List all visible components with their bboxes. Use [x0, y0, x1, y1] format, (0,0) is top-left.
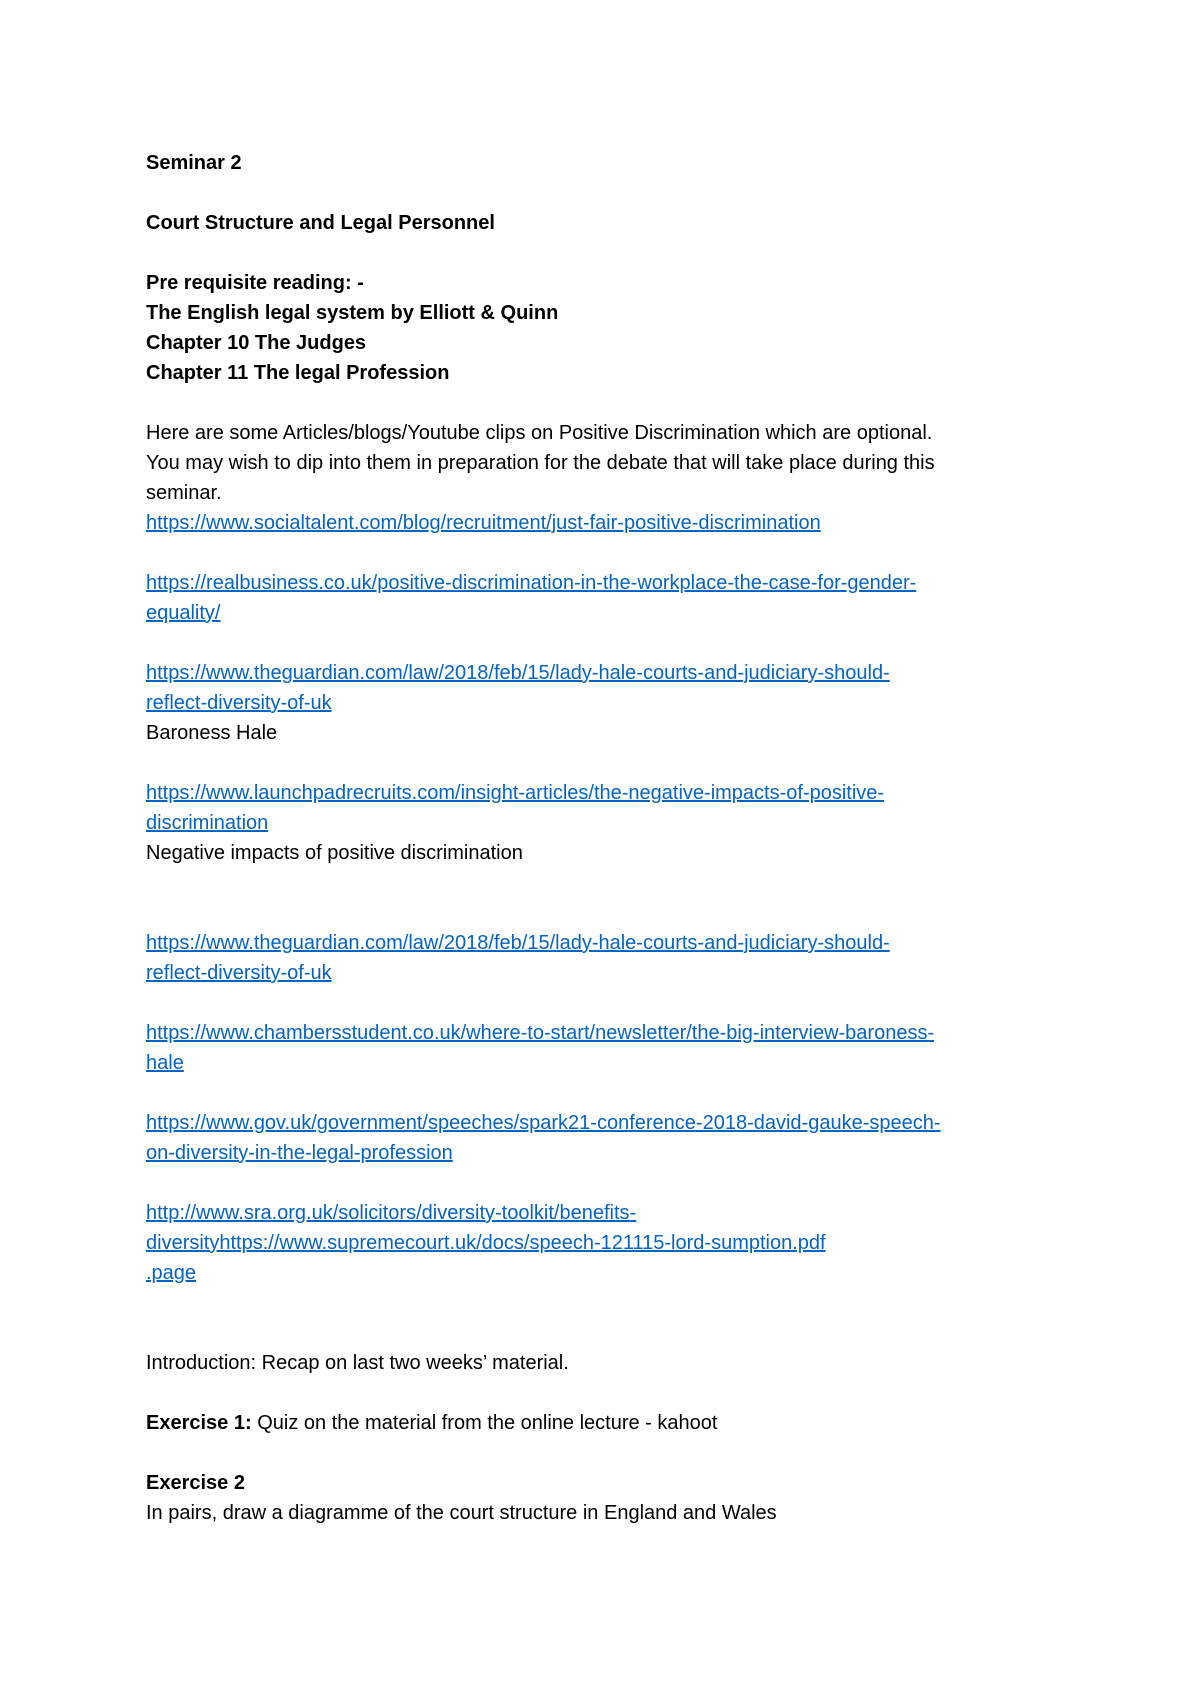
exercise-1-label: Exercise 1: [146, 1412, 252, 1434]
socialtalent-link[interactable]: https://www.socialtalent.com/blog/recruitment/just-fair-positive-discrimination [146, 512, 821, 534]
intro-paragraph-line: Here are some Articles/blogs/Youtube clips on Positive Discrimination which are optional. [146, 422, 933, 444]
chambersstudent-link[interactable]: https://www.chambersstudent.co.uk/where-to-start/newsletter/the-big-interview-baroness- [146, 1022, 935, 1044]
guardian-link[interactable]: https://www.theguardian.com/law/2018/feb/15/lady-hale-courts-and-judiciary-should- [146, 662, 890, 684]
gov-uk-link-cont[interactable]: on-diversity-in-the-legal-profession [146, 1142, 453, 1164]
intro-paragraph-line: seminar. [146, 482, 222, 504]
reading-chapter-10: Chapter 10 The Judges [146, 332, 367, 354]
exercise-2-text: In pairs, draw a diagramme of the court structure in England and Wales [146, 1502, 777, 1524]
chambersstudent-link-cont[interactable]: hale [146, 1052, 184, 1074]
gov-uk-link[interactable]: https://www.gov.uk/government/speeches/spark21-conference-2018-david-gauke-speech- [146, 1112, 941, 1134]
reading-chapter-11: Chapter 11 The legal Profession [146, 362, 450, 384]
seminar-subheading: Court Structure and Legal Personnel [146, 212, 495, 234]
guardian-link-2[interactable]: https://www.theguardian.com/law/2018/feb/15/lady-hale-courts-and-judiciary-should- [146, 932, 890, 954]
exercise-1-text: Quiz on the material from the online lecture - kahoot [251, 1412, 718, 1434]
exercise-1 [146, 1408, 1076, 1438]
realbusiness-link[interactable]: https://realbusiness.co.uk/positive-discrimination-in-the-workplace-the-case-for-gender- [146, 572, 917, 594]
guardian-link-2-cont[interactable]: reflect-diversity-of-uk [146, 962, 332, 984]
link-caption-baroness-hale: Baroness Hale [146, 722, 278, 744]
launchpad-link-cont[interactable]: discrimination [146, 812, 269, 834]
realbusiness-link-cont[interactable]: equality/ [146, 602, 221, 624]
introduction-text: Introduction: Recap on last two weeks’ material. [146, 1352, 569, 1374]
sra-supremecourt-link[interactable]: diversityhttps://www.supremecourt.uk/docs/speech-121115-lord-sumption.pdf [146, 1232, 826, 1254]
reading-label: Pre requisite reading: - [146, 272, 364, 294]
reading-book: The English legal system by Elliott & Quinn [146, 302, 559, 324]
intro-paragraph-line: You may wish to dip into them in preparation for the debate that will take place during this [146, 452, 935, 474]
exercise-2-label: Exercise 2 [146, 1472, 245, 1494]
link-caption-negative-impacts: Negative impacts of positive discrimination [146, 842, 523, 864]
document-body [146, 148, 1076, 1528]
launchpad-link[interactable]: https://www.launchpadrecruits.com/insight-articles/the-negative-impacts-of-positive- [146, 782, 885, 804]
seminar-heading: Seminar 2 [146, 152, 242, 174]
sra-link[interactable]: http://www.sra.org.uk/solicitors/diversity-toolkit/benefits- [146, 1202, 637, 1224]
guardian-link-cont[interactable]: reflect-diversity-of-uk [146, 692, 332, 714]
sra-link-page-suffix[interactable]: .page [146, 1262, 197, 1284]
